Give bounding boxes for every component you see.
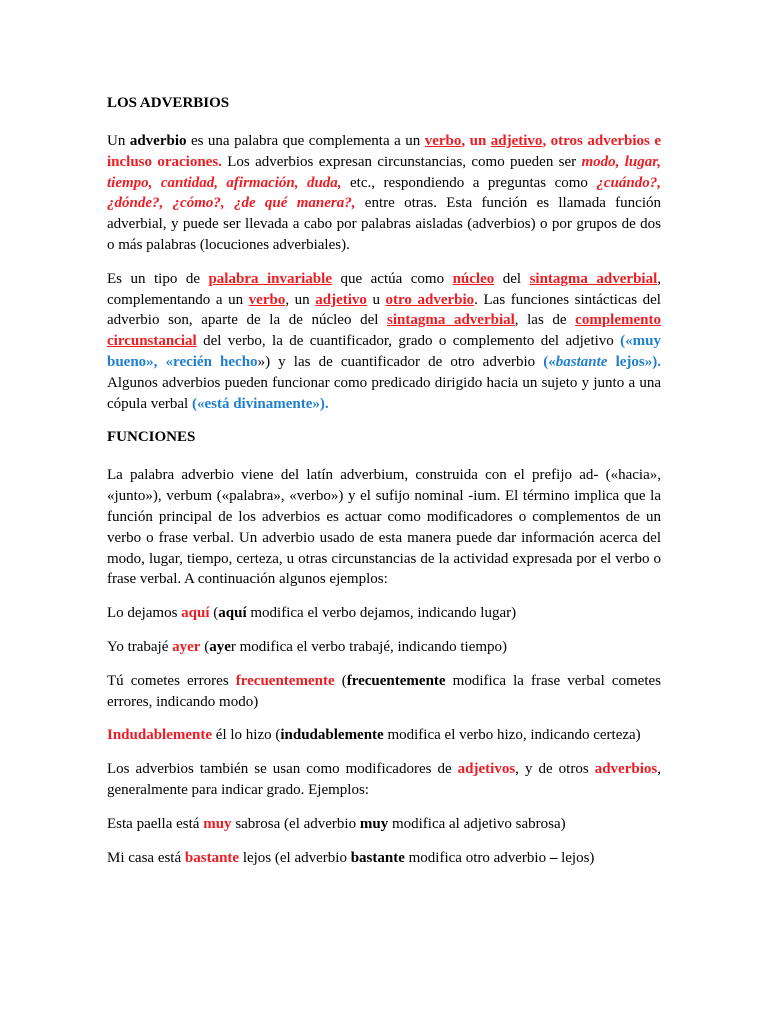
highlight-red: muy bbox=[203, 815, 232, 832]
example-frecuentemente bbox=[107, 671, 661, 713]
text: que actúa como bbox=[331, 270, 453, 287]
highlight-bold: muy bbox=[359, 815, 389, 832]
text: modifica otro adverbio bbox=[404, 849, 550, 866]
example-blue-3: («está divinamente»). bbox=[191, 395, 329, 412]
intro-paragraph bbox=[107, 131, 661, 256]
text: , generalmente para indicar grado. Ejemplos: bbox=[107, 761, 661, 798]
text: Los adverbios también se usan como modificadores de bbox=[107, 761, 458, 778]
text: , complementando a un bbox=[107, 270, 661, 308]
text: él lo hizo ( bbox=[212, 727, 281, 744]
text: del verbo, la de cuantificador, grado o complemento del adjetivo bbox=[196, 333, 621, 350]
text: Los adverbios expresan circunstancias, como pueden ser bbox=[221, 153, 582, 170]
text: Es un tipo de bbox=[107, 270, 209, 287]
etymology-paragraph: La palabra adverbio viene del latín adverbium, construida con el prefijo ad- («hacia», «junto»), verbum («palabra», «verbo») y el sufijo nominal -ium. El término implica que la función principal de los adverbios es actuar como modificadores o complementos de un verbo o frase verbal. Un adverbio usado de esta manera puede dar información acerca del modo, lugar, tiempo, certeza, u otras circunstancias de la actividad expresada por el verbo o frase verbal. A continuación algunos ejemplos: bbox=[107, 467, 661, 588]
definition-paragraph bbox=[107, 269, 661, 415]
link-otro-adverbio[interactable]: otro adverbio bbox=[385, 291, 475, 308]
text: Yo trabajé bbox=[107, 638, 173, 655]
section-heading-funciones: FUNCIONES bbox=[107, 429, 196, 446]
text: , las de bbox=[514, 312, 576, 329]
term-adverbio: adverbio bbox=[129, 133, 187, 149]
link-sintagma-adverbial[interactable]: sintagma adverbial bbox=[529, 270, 658, 287]
questions: ¿cuándo?, ¿dónde?, ¿cómo?, ¿de qué manera?, bbox=[107, 174, 661, 212]
text: Esta paella está bbox=[107, 815, 204, 832]
text: , y de otros bbox=[515, 761, 595, 778]
text: ») y las de cuantificador de otro adverbio bbox=[257, 353, 544, 370]
highlight-bold: indudablemente bbox=[280, 727, 384, 744]
text: Tú cometes errores bbox=[107, 672, 236, 689]
link-complemento-circunstancial[interactable]: complemento circunstancial bbox=[107, 312, 661, 350]
highlight-red: adverbios bbox=[594, 761, 658, 778]
link-nucleo[interactable]: núcleo bbox=[452, 270, 495, 287]
example-blue-2b: bastante bbox=[555, 353, 608, 370]
highlight-red: bastante bbox=[184, 849, 240, 866]
example-blue-2a: (« bbox=[543, 353, 556, 370]
text: ( bbox=[334, 672, 347, 689]
text: etc., respondiendo a preguntas como bbox=[341, 174, 597, 191]
highlight-bold: aquí bbox=[218, 605, 247, 622]
text: Mi casa está bbox=[107, 849, 185, 866]
title: LOS ADVERBIOS bbox=[107, 95, 230, 111]
circumstance-types: modo, lugar, tiempo, cantidad, afirmación, duda, bbox=[107, 153, 662, 191]
link-adjetivo[interactable]: adjetivo bbox=[315, 291, 367, 308]
text: entre otras. Esta función es llamada función adverbial, y puede ser llevada a cabo por palabras aisladas (adverbios) o por grupos de dos o más palabras (locuciones adverbiales). bbox=[107, 195, 661, 253]
link-verbo[interactable]: verbo bbox=[424, 133, 462, 149]
example-blue-2c: lejos»). bbox=[607, 353, 661, 370]
highlight-bold: frecuentemente bbox=[346, 672, 446, 689]
highlight-red: frecuentemente bbox=[235, 672, 335, 689]
text-red: , otros adverbios e incluso oraciones. bbox=[107, 133, 661, 170]
highlight-bold: aye bbox=[209, 638, 231, 655]
highlight-red: ayer bbox=[172, 638, 201, 655]
text: Un bbox=[107, 133, 130, 149]
text: es una palabra que complementa a un bbox=[186, 133, 425, 149]
example-bastante bbox=[107, 848, 661, 869]
text: lejos) bbox=[557, 849, 595, 866]
example-aqui bbox=[107, 603, 661, 624]
text: ( bbox=[200, 638, 210, 655]
text: Algunos adverbios pueden funcionar como predicado dirigido hacia un sujeto y junto a una cópula verbal bbox=[107, 374, 661, 412]
link-adjetivo[interactable]: adjetivo bbox=[490, 133, 543, 149]
link-palabra-invariable[interactable]: palabra invariable bbox=[208, 270, 332, 287]
text: del bbox=[494, 270, 530, 287]
text: r modifica el verbo trabajé, indicando tiempo) bbox=[230, 638, 508, 655]
text: sabrosa (el adverbio bbox=[231, 815, 360, 832]
example-blue-1: («muy bueno», «recién hecho bbox=[107, 333, 661, 370]
text-red: , un bbox=[461, 133, 491, 149]
text: modifica el verbo hizo, indicando certeza) bbox=[383, 727, 641, 744]
example-muy bbox=[107, 814, 661, 835]
highlight-red: Indudablemente bbox=[107, 727, 213, 744]
degree-paragraph bbox=[107, 759, 661, 801]
example-ayer bbox=[107, 637, 661, 658]
text: u bbox=[366, 291, 386, 308]
highlight-red: aquí bbox=[181, 605, 210, 622]
link-verbo[interactable]: verbo bbox=[248, 291, 286, 308]
text: ( bbox=[209, 605, 219, 622]
highlight-bold: – bbox=[549, 849, 558, 866]
text: modifica el verbo dejamos, indicando lugar) bbox=[246, 605, 517, 622]
text: modifica la frase verbal cometes errores, indicando modo) bbox=[107, 672, 661, 710]
text: Lo dejamos bbox=[107, 605, 182, 622]
text: modifica al adjetivo sabrosa) bbox=[388, 815, 566, 832]
text: . Las funciones sintácticas del adverbio son, aparte de la de núcleo del bbox=[107, 291, 661, 329]
highlight-bold: bastante bbox=[350, 849, 405, 866]
text: , un bbox=[285, 291, 316, 308]
highlight-red: adjetivos bbox=[457, 761, 516, 778]
text: lejos (el adverbio bbox=[239, 849, 351, 866]
example-indudablemente bbox=[107, 725, 661, 746]
link-sintagma-adverbial-2[interactable]: sintagma adverbial bbox=[387, 312, 515, 329]
